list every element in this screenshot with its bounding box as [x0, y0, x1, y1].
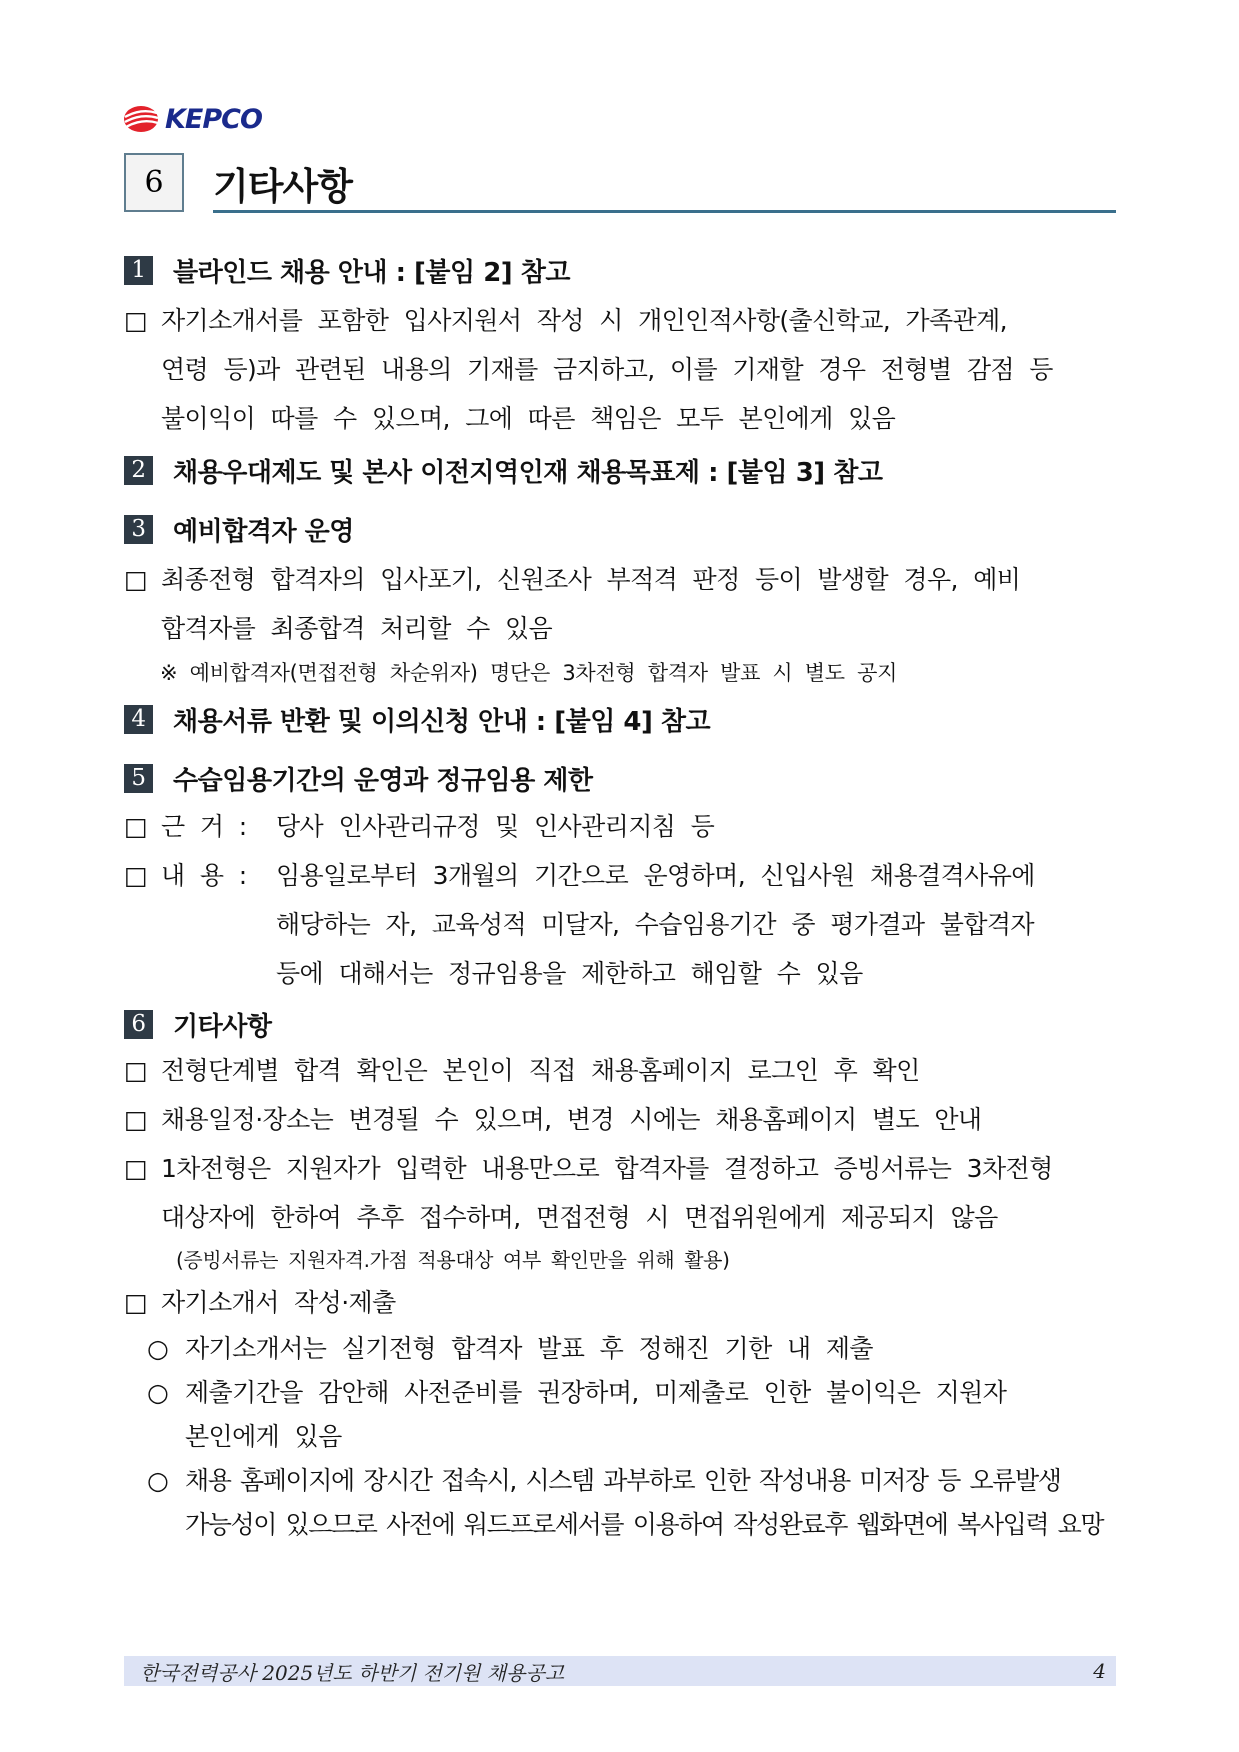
paragraph-line: 자기소개서는 실기전형 합격자 발표 후 정해진 기한 내 제출	[185, 1334, 873, 1363]
paragraph-line: 등에 대해서는 정규임용을 제한하고 해임할 수 있음	[276, 959, 863, 988]
subsection-title: 채용우대제도 및 본사 이전지역인재 채용목표제 : [붙임 3] 참고	[173, 457, 883, 488]
section-title: 기타사항	[213, 165, 352, 208]
sub-item	[124, 1371, 1124, 1415]
paragraph-line: 전형단계별 합격 확인은 본인이 직접 채용홈페이지 로그인 후 확인	[161, 1056, 920, 1085]
item-label: 근 거 :	[161, 812, 247, 841]
paragraph	[124, 555, 1124, 604]
subsection-title: 블라인드 채용 안내 : [붙임 2] 참고	[173, 257, 570, 288]
subsection-number: 1	[124, 256, 153, 285]
section-number: 6	[144, 165, 164, 200]
paragraph	[124, 802, 1124, 851]
circle-bullet-icon: ○	[147, 1334, 169, 1363]
paragraph-line: 채용 홈페이지에 장시간 접속시, 시스템 과부하로 인한 작성내용 미저장 등 오류발생	[185, 1466, 1061, 1495]
subsection-heading-6	[124, 1004, 1124, 1044]
supplementary-note: (증빙서류는 지원자격.가점 적용대상 여부 확인만을 위해 활용)	[176, 1248, 730, 1272]
subsection-heading-1	[124, 250, 1124, 290]
subsection-number: 3	[124, 515, 153, 544]
page-footer	[124, 1656, 1116, 1686]
subsection-heading-5	[124, 758, 1124, 798]
square-bullet-icon: □	[124, 861, 148, 890]
subsection-heading-4	[124, 699, 1124, 739]
paragraph-line: 채용일정·장소는 변경될 수 있으며, 변경 시에는 채용홈페이지 별도 안내	[161, 1105, 982, 1134]
sub-item	[124, 1459, 1124, 1503]
paragraph-line: 가능성이 있으므로 사전에 워드프로세서를 이용하여 작성완료후 웹화면에 복사입력 요망	[185, 1510, 1104, 1539]
paragraph-line: 연령 등)과 관련된 내용의 기재를 금지하고, 이를 기재할 경우 전형별 감점 등	[161, 355, 1053, 384]
reference-note: ※ 예비합격자(면접전형 차순위자) 명단은 3차전형 합격자 발표 시 별도 공지	[160, 661, 898, 685]
paragraph-line: 대상자에 한하여 추후 접수하며, 면접전형 시 면접위원에게 제공되지 않음	[161, 1203, 998, 1232]
square-bullet-icon: □	[124, 1154, 148, 1183]
document-body	[124, 250, 1124, 1547]
paragraph-line: 자기소개서를 포함한 입사지원서 작성 시 개인인적사항(출신학교, 가족관계,	[161, 306, 1007, 335]
subsection-heading-3	[124, 509, 1124, 549]
paragraph-line: 자기소개서 작성·제출	[161, 1288, 396, 1317]
subsection-number: 5	[124, 764, 153, 793]
paragraph-line: 불이익이 따를 수 있으며, 그에 따른 책임은 모두 본인에게 있음	[161, 404, 896, 433]
item-label: 내 용 :	[161, 861, 247, 890]
logo-wordmark: KEPCO	[165, 103, 262, 135]
square-bullet-icon: □	[124, 1056, 148, 1085]
page-number: 4	[1093, 1659, 1106, 1683]
paragraph	[124, 1144, 1124, 1193]
paragraph-line: 당사 인사관리규정 및 인사관리지침 등	[276, 812, 715, 841]
subsection-heading-2	[124, 450, 1124, 490]
paragraph-line: 1차전형은 지원자가 입력한 내용만으로 합격자를 결정하고 증빙서류는 3차전형	[161, 1154, 1053, 1183]
paragraph	[124, 1046, 1124, 1095]
paragraph-line: 최종전형 합격자의 입사포기, 신원조사 부적격 판정 등이 발생할 경우, 예비	[161, 565, 1021, 594]
paragraph-line: 임용일로부터 3개월의 기간으로 운영하며, 신입사원 채용결격사유에	[276, 861, 1035, 890]
paragraph-line: 합격자를 최종합격 처리할 수 있음	[161, 614, 553, 643]
subsection-number: 4	[124, 705, 153, 734]
paragraph-line: 해당하는 자, 교육성적 미달자, 수습임용기간 중 평가결과 불합격자	[276, 910, 1034, 939]
subsection-title: 채용서류 반환 및 이의신청 안내 : [붙임 4] 참고	[173, 706, 711, 737]
paragraph-line: 본인에게 있음	[185, 1422, 342, 1451]
subsection-title: 예비합격자 운영	[173, 516, 354, 547]
square-bullet-icon: □	[124, 565, 148, 594]
paragraph	[124, 296, 1124, 345]
sub-item	[124, 1327, 1124, 1371]
footer-title: 한국전력공사 2025년도 하반기 전기원 채용공고	[140, 1660, 565, 1685]
subsection-number: 2	[124, 456, 153, 485]
circle-bullet-icon: ○	[147, 1466, 168, 1495]
paragraph-line: 제출기간을 감안해 사전준비를 권장하며, 미제출로 인한 불이익은 지원자	[185, 1378, 1007, 1407]
subsection-title: 기타사항	[173, 1011, 272, 1042]
paragraph	[124, 1095, 1124, 1144]
square-bullet-icon: □	[124, 1105, 148, 1134]
circle-bullet-icon: ○	[147, 1378, 169, 1407]
paragraph	[124, 1278, 1124, 1327]
square-bullet-icon: □	[124, 812, 148, 841]
subsection-title: 수습임용기간의 운영과 정규임용 제한	[173, 765, 593, 796]
section-title-underline	[213, 210, 1116, 213]
square-bullet-icon: □	[124, 1288, 148, 1317]
subsection-number: 6	[124, 1010, 153, 1039]
paragraph	[124, 851, 1124, 900]
section-number-box	[124, 153, 184, 212]
kepco-emblem-icon	[123, 104, 161, 134]
kepco-logo	[123, 103, 283, 135]
square-bullet-icon: □	[124, 306, 148, 335]
